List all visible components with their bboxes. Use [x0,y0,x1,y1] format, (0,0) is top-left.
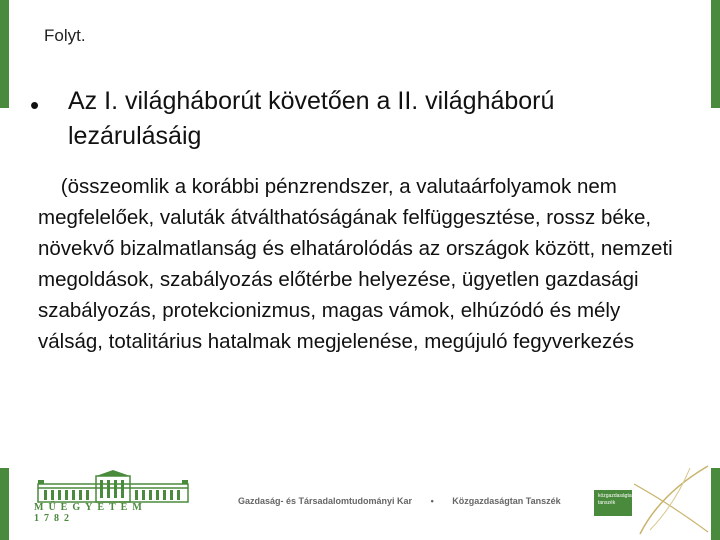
department-name: Közgazdaságtan Tanszék [452,496,561,506]
faculty-name: Gazdaság- és Társadalomtudományi Kar [238,496,413,506]
right-top-accent-bar [711,0,720,108]
bullet-item [30,84,690,154]
left-top-accent-bar [0,0,9,108]
body-text: (összeomlik a korábbi pénzrendszer, a valutaárfolyamok nem megfelelőek, valuták átválthatóságának felfüggesztése, rossz béke, növekvő bizalmatlanság és elhatárolódás az országok között, nemzeti megoldások, szabályozás előtérbe helyezése, ügyetlen gazdasági szabályozás, protekcionizmus, magas vámok, elhúzódó és mély válság, totalitárius hatalmak megjelenése, megújuló fegyverkezés [38,175,673,353]
decorative-curve-graphic [630,464,710,536]
left-bottom-accent-bar [0,468,9,540]
department-logo-box: közgazdaságtan tanszék [594,490,632,516]
bullet-text: Az I. világháborút követően a II. világháború lezárulásáig [68,87,555,150]
body-paragraph [38,171,688,357]
right-bottom-accent-bar [711,468,720,540]
logo-caption: MŰEGYETEM 1782 [34,502,147,524]
bullet-symbol: • [30,90,40,120]
slide-header: Folyt. [44,26,86,45]
footer-info [238,496,561,506]
footer-separator: • [430,496,434,506]
